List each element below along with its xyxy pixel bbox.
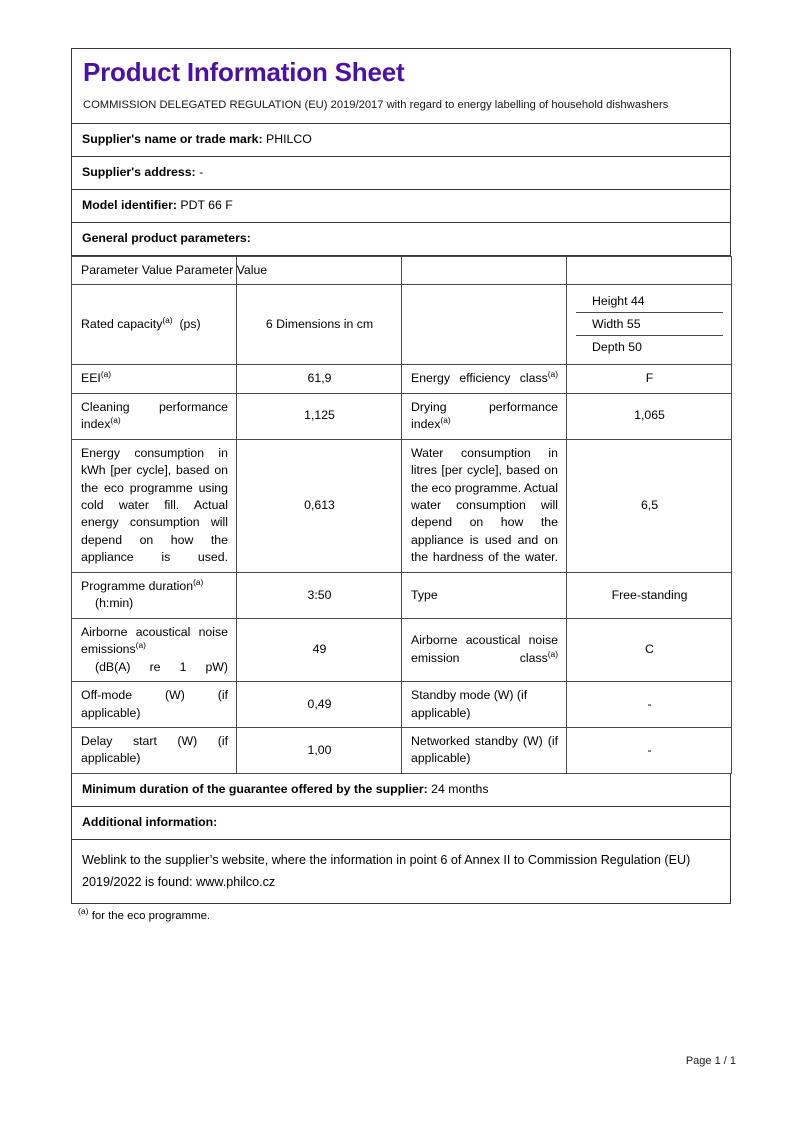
- footnote: [78, 906, 731, 924]
- rated-capacity-label: Rated capacity$^{(a)}$ (ps): [72, 285, 237, 365]
- table-row-delay-start: [72, 727, 732, 773]
- guarantee-row: [71, 774, 731, 807]
- footnote-text: for the eco programme.: [91, 909, 211, 922]
- programme-duration-value: 3:50: [237, 572, 402, 618]
- standby-mode-value: -: [567, 682, 732, 728]
- delay-start-value: 1,00: [237, 727, 402, 773]
- table-row-rated-capacity: [72, 285, 732, 365]
- model-identifier-row: [71, 190, 731, 223]
- eei-value: 61,9: [237, 365, 402, 393]
- supplier-address-label: Supplier's address:: [82, 164, 196, 179]
- type-value: Free-standing: [567, 572, 732, 618]
- weblink-url[interactable]: www.philco.cz: [196, 874, 276, 889]
- supplier-address-value: -: [199, 164, 204, 179]
- off-mode-value: 0,49: [237, 682, 402, 728]
- additional-information-label: Additional information:: [82, 814, 218, 829]
- weblink-row: [71, 840, 731, 904]
- type-label: Type: [402, 572, 567, 618]
- noise-emission-class-value: C: [567, 618, 732, 681]
- noise-emissions-value: 49: [237, 618, 402, 681]
- table-row-off-mode: [72, 682, 732, 728]
- regulation-subtitle: COMMISSION DELEGATED REGULATION (EU) 2019/2017 with regard to energy labelling of household dishwashers: [83, 98, 669, 111]
- energy-efficiency-class-value: F: [567, 365, 732, 393]
- additional-information-row: [71, 807, 731, 840]
- table-row-consumption: [72, 439, 732, 572]
- table-row-noise: [72, 618, 732, 681]
- guarantee-label: Minimum duration of the guarantee offered by the supplier:: [82, 781, 428, 796]
- guarantee-value: 24 months: [431, 781, 489, 796]
- dimension-height: Height 44: [576, 290, 723, 313]
- supplier-address-row: [71, 157, 731, 190]
- cleaning-performance-index-label: Cleaning performance index$^{(a)}$: [72, 393, 237, 439]
- energy-consumption-value: 0,613: [237, 439, 402, 572]
- energy-efficiency-class-label: Energy efficiency class$^{(a)}$: [402, 365, 567, 393]
- table-header-cell: [72, 256, 268, 284]
- drying-performance-index-label: Drying performance index$^{(a)}$: [402, 393, 567, 439]
- supplier-name-row: [71, 124, 731, 157]
- water-consumption-label: Water consumption in litres [per cycle], based on the eco programme. Actual water consumption will depend on how the appliance is used and on the hardness of the water.: [402, 439, 567, 572]
- dimension-width: Width 55: [576, 313, 723, 336]
- table-header-spacer-4: [567, 256, 732, 284]
- networked-standby-label: Networked standby (W) (if applicable): [402, 727, 567, 773]
- model-identifier-label: Model identifier:: [82, 197, 177, 212]
- general-parameters-label: General product parameters:: [82, 230, 251, 245]
- table-row-eei: [72, 365, 732, 393]
- dimension-depth: Depth 50: [592, 340, 642, 355]
- dimensions-label-cell: [402, 285, 567, 365]
- general-parameters-row: [71, 223, 731, 256]
- model-identifier-value: PDT 66 F: [180, 197, 233, 212]
- footnote-marker: (a): [78, 906, 89, 917]
- supplier-name-value: PHILCO: [266, 131, 312, 146]
- document-sheet: [71, 48, 731, 924]
- document-header: [71, 48, 731, 124]
- rated-capacity-value: 6 Dimensions in cm: [237, 285, 402, 365]
- energy-consumption-label: Energy consumption in kWh [per cycle], based on the eco programme using cold water fill. Actual energy consumption will depend on how the appliance is used.: [72, 439, 237, 572]
- noise-emission-class-label: Airborne acoustical noise emission class$^{(a)}$: [402, 618, 567, 681]
- eei-label: EEI$^{(a)}$: [72, 365, 237, 393]
- table-row-performance-index: [72, 393, 732, 439]
- programme-duration-label: Programme duration$^{(a)}$ (h:min): [72, 572, 237, 618]
- cleaning-performance-index-value: 1,125: [237, 393, 402, 439]
- delay-start-label: Delay start (W) (if applicable): [72, 727, 237, 773]
- drying-performance-index-value: 1,065: [567, 393, 732, 439]
- dimensions-values-cell: [567, 285, 732, 365]
- page-footer: Page 1 / 1: [685, 1055, 736, 1067]
- networked-standby-value: -: [567, 727, 732, 773]
- parameters-table: [71, 256, 732, 774]
- weblink-description: Weblink to the supplier’s website, where the information in point 6 of Annex II to Commission Regulation (EU) 2019/2022 is found:: [82, 852, 691, 889]
- supplier-name-label: Supplier's name or trade mark:: [82, 131, 263, 146]
- dimensions-label: Dimensions in cm: [276, 317, 374, 332]
- table-row-programme-duration: [72, 572, 732, 618]
- table-header-text: Parameter Value Parameter Value: [81, 262, 268, 277]
- noise-emissions-label: Airborne acoustical noise emissions$^{(a)}$ (dB(A) re 1 pW): [72, 618, 237, 681]
- off-mode-label: Off-mode (W) (if applicable): [72, 682, 237, 728]
- standby-mode-label: Standby mode (W) (if applicable): [402, 682, 567, 728]
- water-consumption-value: 6,5: [567, 439, 732, 572]
- table-header-row: [72, 256, 732, 284]
- table-header-spacer-3: [402, 256, 567, 284]
- page-title: Product Information Sheet: [83, 57, 405, 87]
